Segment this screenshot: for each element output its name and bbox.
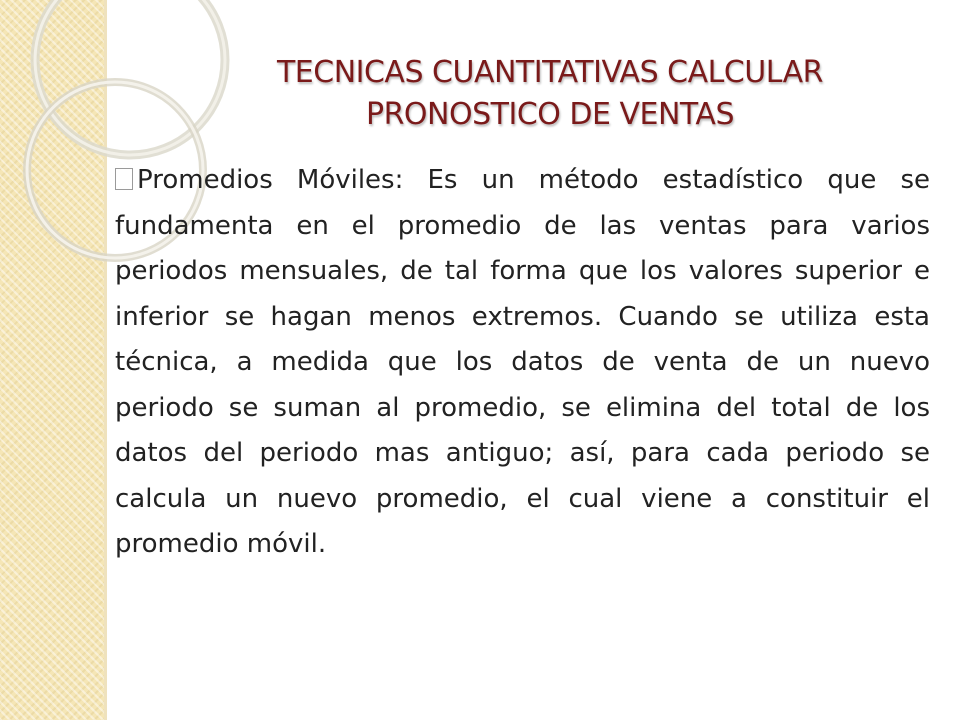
- slide-title-line-2: PRONOSTICO DE VENTAS: [366, 97, 734, 132]
- bullet-paragraph: [115, 158, 930, 568]
- slide-title-line-1: TECNICAS CUANTITATIVAS CALCULAR: [276, 55, 824, 90]
- bullet-text: Promedios Móviles: Es un método estadístico que se fundamenta en el promedio de las ventas para varios periodos mensuales, de tal forma que los valores superior e inferior se hagan menos extremos. Cuando se utiliza esta técnica, a medida que los datos de venta de un nuevo periodo se suman al promedio, se elimina del total de los datos del periodo mas antiguo; así, para cada periodo se calcula un nuevo promedio, el cual viene a constituir el promedio móvil.: [115, 165, 930, 559]
- bullet-box-icon: [115, 168, 133, 190]
- slide-title: [200, 52, 900, 136]
